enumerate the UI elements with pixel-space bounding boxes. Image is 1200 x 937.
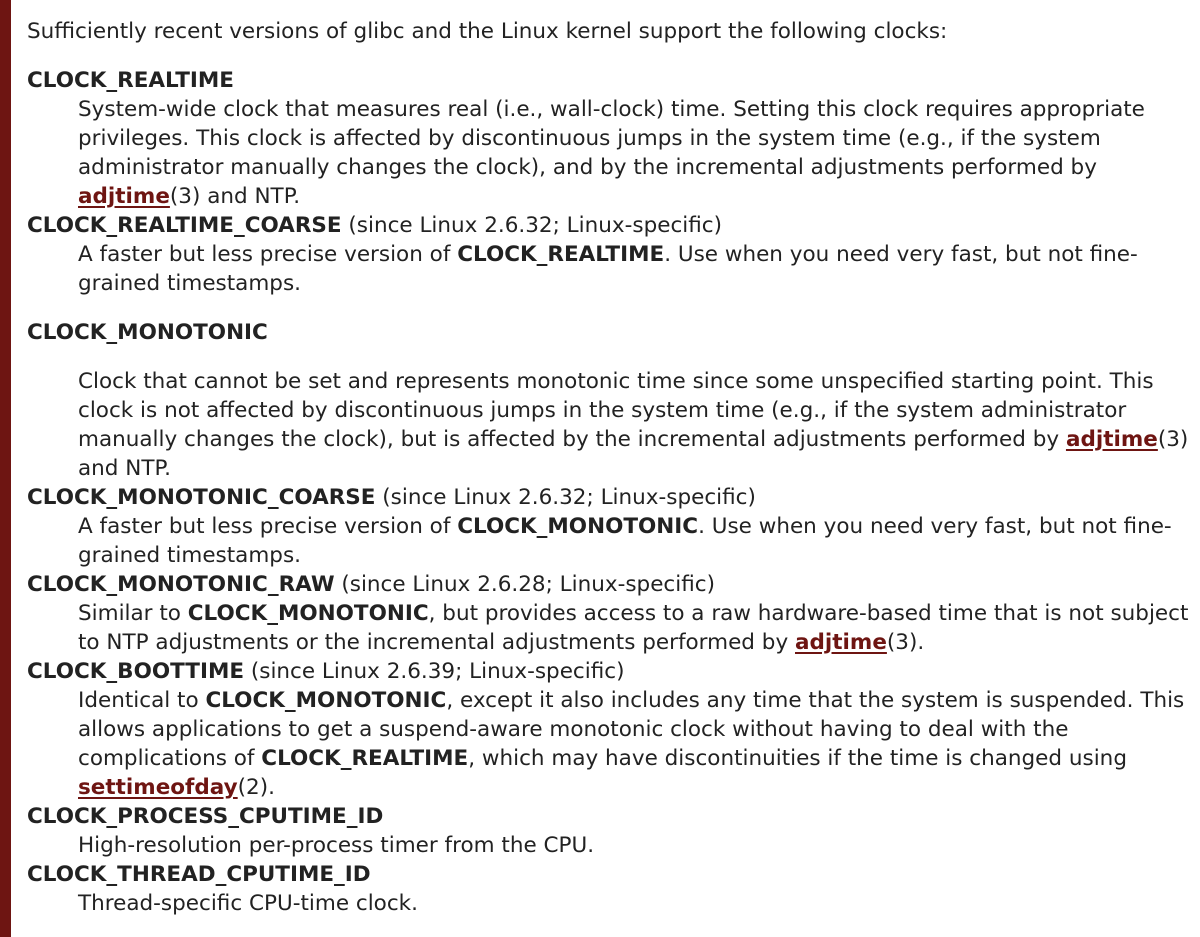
clock-note: (since Linux 2.6.28; Linux-specific): [334, 572, 715, 597]
desc-text: High-resolution per-process timer from the CPU.: [78, 833, 595, 858]
clock-name: CLOCK_MONOTONIC: [27, 320, 268, 345]
clock-desc-monotonic: [78, 367, 1192, 483]
clock-list: [27, 66, 1192, 918]
desc-text: (3).: [886, 630, 925, 655]
clock-ref: CLOCK_REALTIME: [457, 242, 665, 267]
desc-text: (3) and NTP.: [78, 427, 1189, 481]
clock-note: (since Linux 2.6.32; Linux-specific): [375, 485, 756, 510]
clock-name: CLOCK_MONOTONIC_COARSE: [27, 485, 376, 510]
clock-name: CLOCK_REALTIME_COARSE: [27, 213, 342, 238]
clock-desc-boottime: [78, 686, 1192, 802]
clock-term-boottime: [27, 657, 1192, 686]
desc-text: (3) and NTP.: [169, 184, 301, 209]
clock-note: (since Linux 2.6.39; Linux-specific): [244, 659, 625, 684]
desc-text: (2).: [237, 775, 275, 800]
desc-text: Identical to: [78, 688, 206, 713]
clock-name: CLOCK_BOOTTIME: [27, 659, 245, 684]
desc-text: . Use when you need very fast, but not fine-grained timestamps.: [78, 242, 1138, 296]
desc-text: , except it also includes any time that the system is suspended. This allows applications to get a suspend-aware monotonic clock without having to deal with the complications of: [78, 688, 1185, 771]
clock-term-realtime-coarse: [27, 211, 1192, 240]
clock-name: CLOCK_THREAD_CPUTIME_ID: [27, 862, 371, 887]
man-page-content: [27, 17, 1192, 918]
clock-term-process-cputime: [27, 802, 1192, 831]
clock-desc-realtime: [78, 95, 1192, 211]
adjtime-link[interactable]: adjtime: [795, 630, 887, 655]
adjtime-link[interactable]: adjtime: [78, 184, 170, 209]
clock-term-thread-cputime: [27, 860, 1192, 889]
desc-text: . Use when you need very fast, but not fine-grained timestamps.: [78, 514, 1172, 568]
desc-text: Similar to: [78, 601, 188, 626]
clock-desc-monotonic-coarse: [78, 512, 1192, 570]
desc-text: , but provides access to a raw hardware-based time that is not subject to NTP adjustments or the incremental adjustments performed by: [78, 601, 1189, 655]
settimeofday-link[interactable]: settimeofday: [78, 775, 238, 800]
adjtime-link[interactable]: adjtime: [1065, 427, 1158, 452]
clock-name: CLOCK_PROCESS_CPUTIME_ID: [27, 804, 384, 829]
clock-ref: CLOCK_MONOTONIC: [187, 601, 429, 626]
clock-term-monotonic-coarse: [27, 483, 1192, 512]
desc-text: Clock that cannot be set and represents monotonic time since some unspecified starting point. This clock is not affected by discontinuous jumps in the system time (e.g., if the system administrator manually changes the clock), but is affected by the incremental adjustments performed by: [78, 369, 1154, 452]
clock-term-realtime: [27, 66, 1192, 95]
left-accent-bar: [0, 0, 11, 937]
desc-text: A faster but less precise version of: [78, 242, 458, 267]
clock-name: CLOCK_MONOTONIC_RAW: [27, 572, 335, 597]
desc-text: System-wide clock that measures real (i.e., wall-clock) time. Setting this clock requires appropriate privileges. This clock is affected by discontinuous jumps in the system time (e.g., if the system administrator manually changes the clock), and by the incremental adjustments performed by: [78, 97, 1145, 180]
clock-desc-thread-cputime: [78, 889, 1192, 918]
clock-term-monotonic-raw: [27, 570, 1192, 599]
clock-name: CLOCK_REALTIME: [27, 68, 234, 93]
clock-ref: CLOCK_MONOTONIC: [457, 514, 699, 539]
clock-ref: CLOCK_REALTIME: [261, 746, 469, 771]
clock-desc-monotonic-raw: [78, 599, 1192, 657]
desc-text: , which may have discontinuities if the time is changed using: [468, 746, 1127, 771]
clock-term-monotonic: [27, 318, 1192, 347]
desc-text: A faster but less precise version of: [78, 514, 458, 539]
desc-text: Thread-specific CPU-time clock.: [78, 891, 418, 916]
clock-note: (since Linux 2.6.32; Linux-specific): [341, 213, 722, 238]
clock-ref: CLOCK_MONOTONIC: [205, 688, 447, 713]
intro-paragraph: Sufficiently recent versions of glibc and the Linux kernel support the following clocks:: [27, 19, 948, 44]
clock-desc-realtime-coarse: [78, 240, 1192, 298]
clock-desc-process-cputime: [78, 831, 1192, 860]
